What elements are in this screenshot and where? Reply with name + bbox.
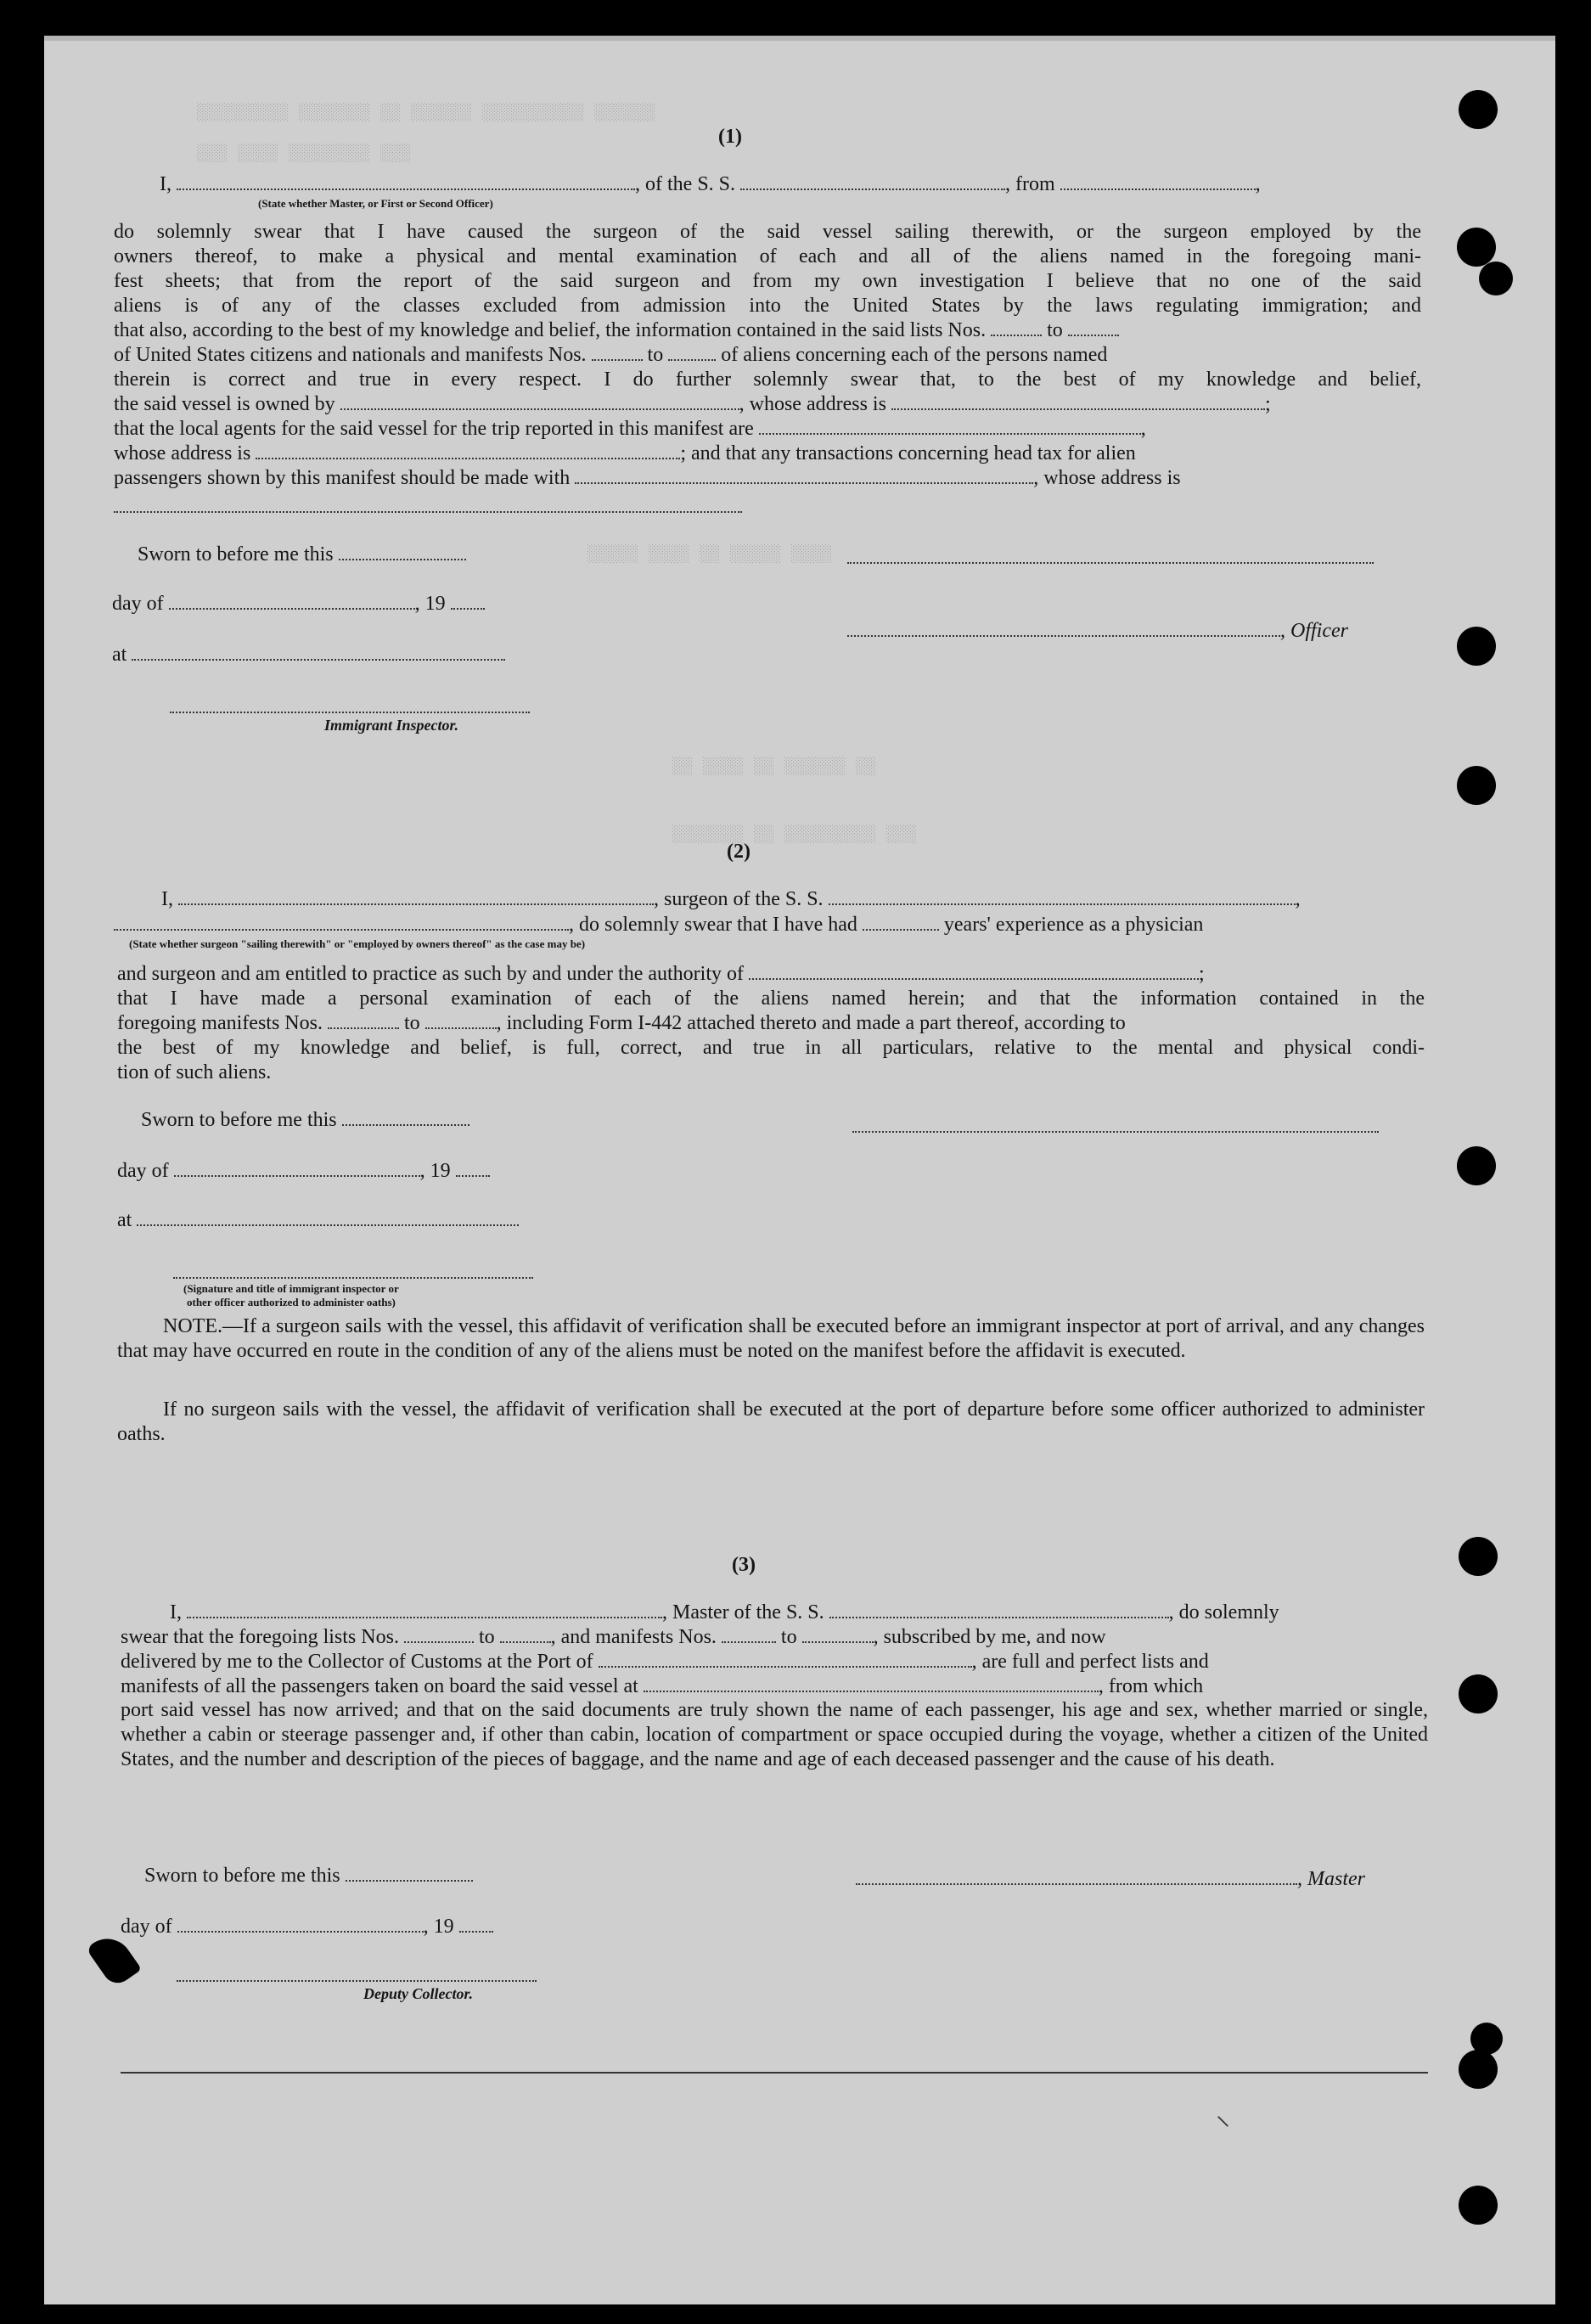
local-agents-field[interactable] (759, 432, 1141, 435)
s3-year-field[interactable] (459, 1930, 493, 1933)
page-edge (44, 36, 1555, 41)
s1-line-1: I, , of the S. S. , from , (160, 173, 1261, 195)
s2-day-label: day of (117, 1160, 169, 1182)
s3-vessel-field[interactable] (829, 1616, 1169, 1618)
s1-agent-address-line (114, 441, 1136, 466)
s1-officer-line (847, 618, 1348, 644)
punch-hole (1479, 262, 1513, 295)
s2-line-1: I, , surgeon of the S. S. , (161, 888, 1301, 910)
s2-authority-line: and surgeon and am entitled to practice as such by and under the authority of ; (117, 963, 1205, 985)
s2-manifest-from-field[interactable] (328, 1027, 399, 1029)
s2-authority-label: and surgeon and am entitled to practice as such by and under the authority of (117, 963, 744, 985)
s2-pronoun: I, (161, 888, 173, 910)
punch-hole (1459, 90, 1498, 129)
s1-sworn-date-field[interactable] (339, 558, 466, 560)
s1-manifests-text: of United States citizens and nationals and manifests Nos. (114, 344, 587, 366)
s2-year-label: , 19 (419, 1160, 451, 1182)
s2-body-line: the best of my knowledge and belief, is full, correct, and true in all particulars, relative to the mental and physical condi- (117, 1037, 1425, 1059)
owner-name-field[interactable] (340, 408, 739, 410)
s1-year-label: , 19 (414, 593, 446, 615)
officer-signature-line[interactable] (847, 562, 1374, 564)
s2-surgeon-caption: (State whether surgeon "sailing therewith" or "employed by owners thereof" as the case may be) (129, 937, 586, 950)
officer-name-field[interactable] (177, 188, 635, 190)
punch-hole (1457, 627, 1496, 666)
master-label: , Master (1297, 1868, 1365, 1890)
s2-at-field[interactable] (137, 1224, 519, 1226)
s3-to-label: to (478, 1626, 495, 1648)
s3-boarding-line (121, 1674, 1203, 1699)
s1-officer-caption: (State whether Master, or First or Second Officer) (258, 197, 493, 210)
s2-manifests-label: foregoing manifests Nos. (117, 1012, 323, 1034)
s2-vessel-field[interactable] (829, 903, 1296, 905)
s1-body-line-6 (114, 342, 1107, 368)
s3-master-line (856, 1866, 1365, 1892)
citizen-list-to-field[interactable] (1068, 334, 1119, 336)
s1-head-tax-line (114, 465, 1181, 491)
contact-address-field[interactable] (114, 511, 742, 513)
s1-owner-address-label: , whose address is (739, 393, 886, 415)
s1-at-line (112, 642, 505, 667)
s1-sworn-line (138, 542, 466, 567)
s1-body-line: fest sheets; that from the report of the said surgeon and from my own investigation I believe that no one of the said (114, 270, 1421, 292)
s3-manifest-to-field[interactable] (802, 1640, 874, 1643)
immigrant-inspector-signature-line[interactable] (170, 712, 530, 713)
s3-port-label: delivered by me to the Collector of Customs at the Port of (121, 1651, 593, 1673)
alien-manifest-from-field[interactable] (592, 358, 643, 361)
s1-from-label: , from (1005, 173, 1055, 195)
s3-sworn-line (144, 1863, 473, 1888)
s2-day-field[interactable] (174, 1174, 420, 1177)
s3-subscribed-text: , subscribed by me, and now (873, 1626, 1106, 1648)
s1-body-line-5 (114, 318, 1119, 343)
s2-manifest-to-field[interactable] (425, 1027, 497, 1029)
owner-address-field[interactable] (891, 408, 1265, 410)
punch-hole (1457, 766, 1496, 805)
bleed-through: ░░░░░ ░░░░ ░░ ░░░░░ ░░░░ (587, 545, 833, 565)
s2-sworn-label: Sworn to before me this (141, 1109, 337, 1131)
s1-body-line: therein is correct and true in every respect. I do further solemnly swear that, to the best of my knowledge and belief, (114, 369, 1421, 391)
s1-body-line: do solemnly swear that I have caused the surgeon of the said vessel sailing therewith, or the surgeon employed by the (114, 221, 1421, 243)
s2-body-line: tion of such aliens. (117, 1061, 272, 1083)
s3-day-label: day of (121, 1916, 172, 1938)
s3-solemnly-text: , do solemnly (1168, 1601, 1279, 1623)
note-paragraph: NOTE.—If a surgeon sails with the vessel, this affidavit of verification shall be executed before an immigrant inspector at port of arrival, and any changes that may have occurred en route in the condition of any of the aliens must be noted on the manifest before the affidavit is executed. (117, 1315, 1425, 1362)
s3-sworn-date-field[interactable] (346, 1879, 473, 1882)
s1-agents-label: that the local agents for the said vessel for the trip reported in this manifest are (114, 418, 754, 440)
s1-pronoun: I, (160, 173, 171, 195)
punch-hole (1459, 1674, 1498, 1713)
vessel-name-field[interactable] (740, 188, 1005, 190)
s3-day-field[interactable] (177, 1930, 424, 1933)
surgeon-type-field[interactable] (114, 928, 569, 931)
punch-hole (1459, 2186, 1498, 2225)
document-page (44, 36, 1555, 2304)
s1-owner-label: the said vessel is owned by (114, 393, 335, 415)
punch-hole (1457, 1146, 1496, 1185)
years-experience-field[interactable] (863, 928, 939, 931)
alien-manifest-to-field[interactable] (668, 358, 716, 361)
s3-body-paragraph: port said vessel has now arrived; and that on the said documents are truly shown the name of each passenger, his age and sex, whether married or single, whether a cabin or steerage passenger and, if other than cabin, location of compartment or space occupied during the voyage, whether a citizen of the United States, and the number and description of the pieces of baggage, and the name and age of each deceased passenger and the cause of his death. (121, 1699, 1428, 1770)
s1-aliens-text: of aliens concerning each of the persons named (721, 344, 1108, 366)
s3-lists-line (121, 1624, 1106, 1650)
s2-manifests-line (117, 1010, 1126, 1036)
s1-head-tax-text: ; and that any transactions concerning head tax for alien (680, 442, 1136, 464)
s2-swear-text: , do solemnly swear that I have had (569, 914, 857, 936)
s1-year-field[interactable] (451, 607, 485, 610)
section-3-number: (3) (732, 1554, 756, 1576)
punch-hole (1470, 2023, 1503, 2055)
s1-of-ss-label: , of the S. S. (635, 173, 736, 195)
s2-inspector-signature-line[interactable] (173, 1277, 533, 1279)
s1-sworn-label: Sworn to before me this (138, 543, 334, 566)
pencil-mark: ⸜ (1216, 2098, 1230, 2132)
s1-body-line: owners thereof, to make a physical and mental examination of each and all of the aliens named in the foregoing mani- (114, 245, 1421, 267)
bleed-through: ░░░░░░░ ░░ ░░░░░░░░░ ░░░ (672, 825, 918, 845)
s1-lists-text: that also, according to the best of my knowledge and belief, the information contained in the said lists Nos. (114, 319, 987, 341)
s3-line-1 (170, 1600, 1279, 1625)
master-signature-field[interactable] (856, 1882, 1297, 1885)
s1-to-label: to (1047, 319, 1063, 341)
bottom-rule (121, 2072, 1428, 2074)
s3-to-label: to (780, 1626, 797, 1648)
s2-at-label: at (117, 1209, 132, 1231)
s1-contact-address-label: , whose address is (1033, 467, 1181, 489)
s2-to-label: to (403, 1012, 420, 1034)
punch-hole (1459, 1537, 1498, 1576)
s2-form-text: , including Form I-442 attached thereto and made a part thereof, according to (496, 1012, 1126, 1034)
immigrant-inspector-label: Immigrant Inspector. (324, 717, 459, 734)
s1-owner-line: the said vessel is owned by , whose address is ; (114, 393, 1271, 415)
surgeon-name-field[interactable] (178, 903, 654, 905)
master-name-field[interactable] (187, 1616, 662, 1618)
s2-day-line (117, 1158, 490, 1184)
s3-list-from-field[interactable] (404, 1640, 474, 1643)
s2-line-2 (114, 912, 1203, 937)
s2-sworn-line (141, 1107, 469, 1133)
s1-body-line: aliens is of any of the classes excluded from admission into the United States by the laws regulating immigration; and (114, 295, 1421, 317)
s3-collector-line (121, 1649, 1209, 1674)
bleed-through: ░░░░░░░░░ ░░░░░░░ ░░ ░░░░░░ ░░░░░░░░░░ ░░░░░░ (197, 104, 656, 123)
surgeon-signature-line[interactable] (852, 1131, 1379, 1133)
officer-signature-field[interactable] (847, 634, 1280, 637)
s2-sig-caption-1: (Signature and title of immigrant inspector or (183, 1282, 399, 1295)
customs-port-field[interactable] (599, 1665, 972, 1668)
deputy-collector-signature-line[interactable] (177, 1980, 537, 1982)
s1-to-label: to (647, 344, 664, 366)
s3-sworn-label: Sworn to before me this (144, 1865, 340, 1887)
s3-year-label: , 19 (423, 1916, 454, 1938)
s3-master-ss-label: , Master of the S. S. (662, 1601, 824, 1623)
punch-hole (1457, 228, 1496, 267)
s3-from-which-text: , from which (1098, 1675, 1204, 1697)
s2-at-line (117, 1207, 519, 1233)
boarding-port-field[interactable] (644, 1690, 1099, 1692)
s1-at-label: at (112, 644, 127, 666)
practice-authority-field[interactable] (749, 977, 1199, 980)
s1-at-field[interactable] (132, 658, 505, 661)
departure-port-field[interactable] (1060, 188, 1256, 190)
section-1-number: (1) (718, 126, 742, 148)
s3-pronoun: I, (170, 1601, 182, 1623)
s3-lists-label: swear that the foregoing lists Nos. (121, 1626, 399, 1648)
s3-list-to-field[interactable] (500, 1640, 551, 1643)
deputy-collector-label: Deputy Collector. (363, 1985, 473, 2002)
s3-boarding-label: manifests of all the passengers taken on board the said vessel at (121, 1675, 638, 1697)
officer-label: , Officer (1280, 620, 1348, 642)
s3-perfect-lists-text: , are full and perfect lists and (971, 1651, 1209, 1673)
bleed-through: ░░░ ░░░░ ░░░░░░░░ ░░░ (197, 144, 412, 164)
section-2-number: (2) (727, 841, 751, 863)
s2-body-line: that I have made a personal examination of each of the aliens named herein; and that the information contained in the (117, 988, 1425, 1010)
s1-agent-address-label: whose address is (114, 442, 251, 464)
head-tax-contact-field[interactable] (575, 481, 1033, 484)
s2-surgeon-ss-label: , surgeon of the S. S. (654, 888, 824, 910)
s2-sig-caption-2: other officer authorized to administer oaths) (187, 1296, 396, 1308)
s2-year-field[interactable] (456, 1174, 490, 1177)
agent-address-field[interactable] (256, 457, 680, 459)
s1-agents-line: that the local agents for the said vessel for the trip reported in this manifest are , (114, 418, 1146, 440)
s2-experience-text: years' experience as a physician (943, 914, 1204, 936)
s3-day-line (121, 1914, 493, 1939)
s3-manifests-label: , and manifests Nos. (550, 1626, 717, 1648)
s1-passengers-label: passengers shown by this manifest should be made with (114, 467, 571, 489)
s1-day-field[interactable] (169, 607, 415, 610)
citizen-list-from-field[interactable] (991, 334, 1042, 336)
bleed-through: ░░ ░░░░ ░░ ░░░░░░ ░░ (672, 757, 877, 777)
s1-day-label: day of (112, 593, 164, 615)
note-paragraph: If no surgeon sails with the vessel, the affidavit of verification shall be executed at the port of departure before some officer authorized to administer oaths. (117, 1398, 1425, 1445)
s1-day-line (112, 591, 485, 616)
s2-sworn-date-field[interactable] (342, 1123, 469, 1126)
punch-hole (1459, 2050, 1498, 2089)
s3-manifest-from-field[interactable] (722, 1640, 776, 1643)
